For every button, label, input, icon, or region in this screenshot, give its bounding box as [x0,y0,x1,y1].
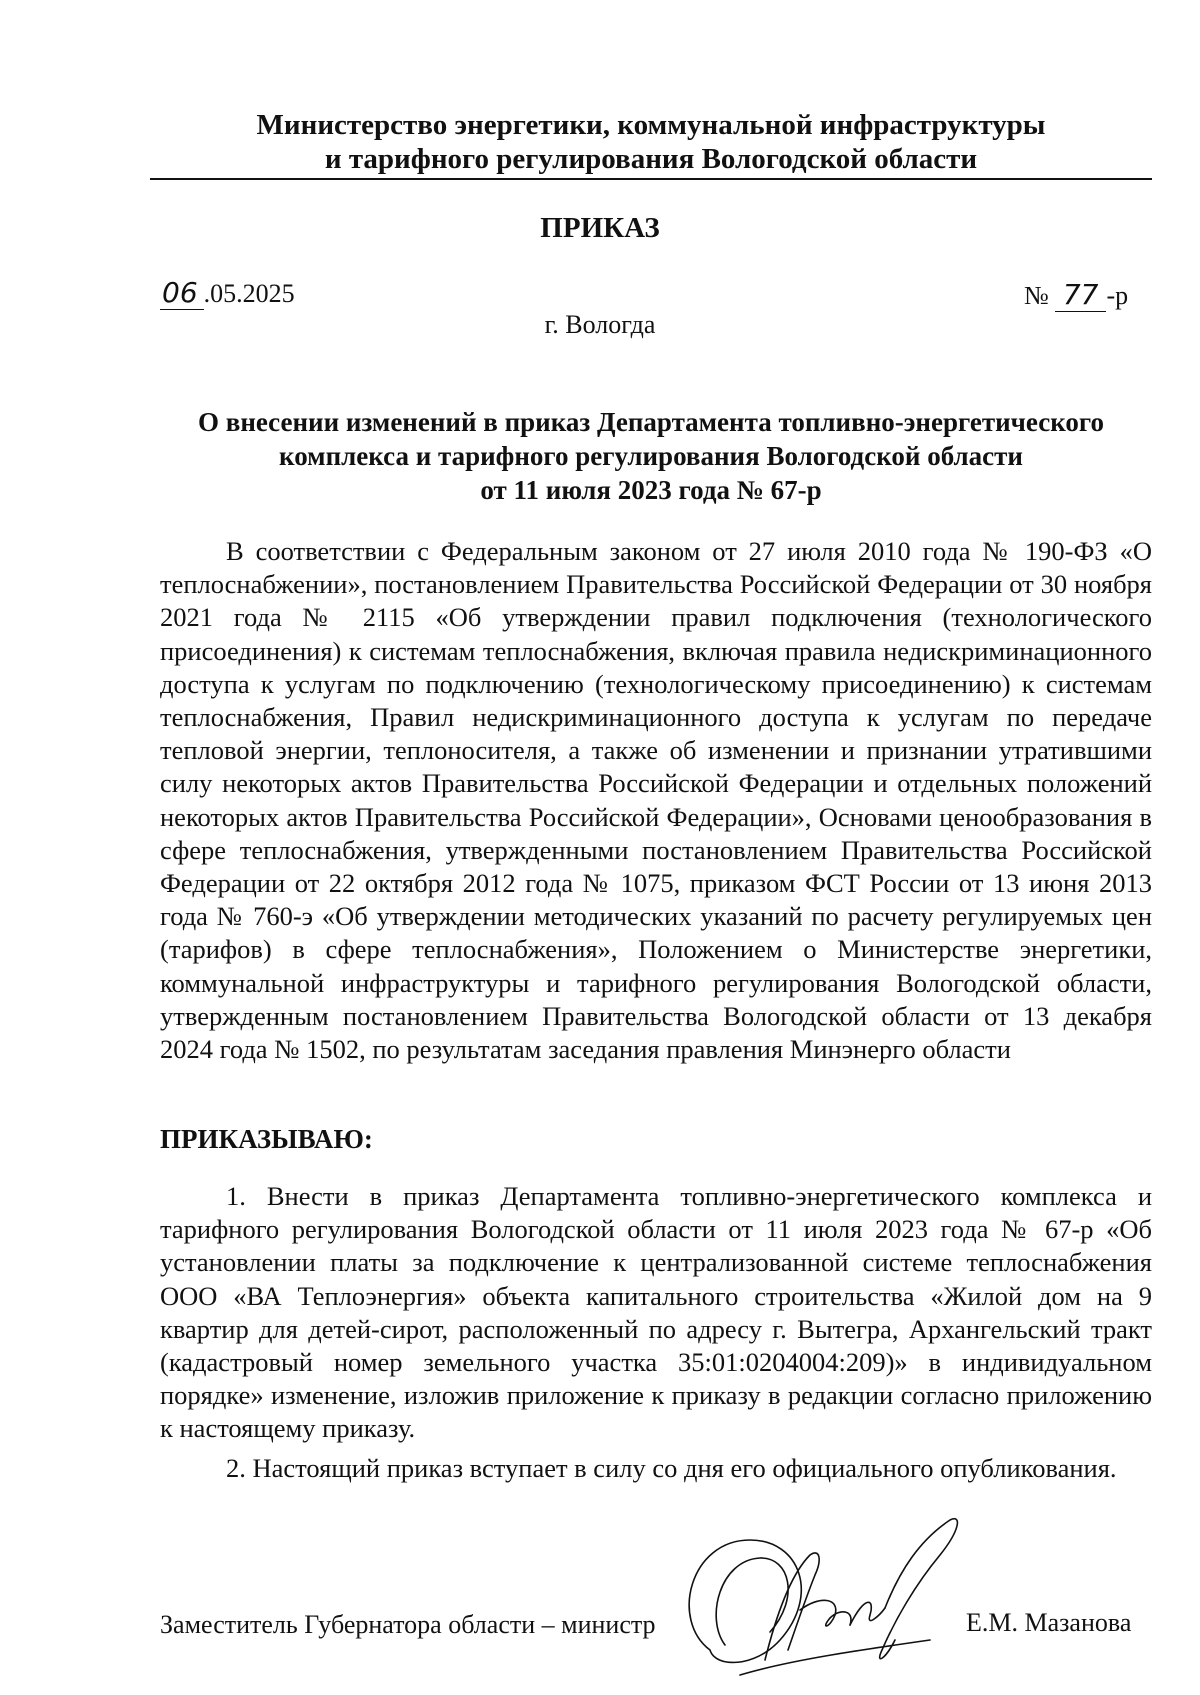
order-directive: ПРИКАЗЫВАЮ: [160,1124,373,1154]
order-subject [150,405,1152,507]
signature-loop-inner [716,1558,788,1645]
subject-line-3: от 11 июля 2023 года № 67-р [480,475,822,505]
subject-line-1: О внесении изменений в приказ Департамента топливно-энергетического [197,407,1104,437]
subject-line-2: комплекса и тарифного регулирования Вологодской области [279,441,1023,471]
signature-stroke-2 [800,1600,851,1626]
order-date [160,276,295,310]
number-prefix: № [1024,281,1049,310]
ministry-header-line-1: Министерство энергетики, коммунальной инфраструктуры [256,109,1046,141]
order-item-2: 2. Настоящий приказ вступает в силу со дня его официального опубликования. [226,1453,1117,1483]
signature-stroke-1 [765,1553,819,1660]
signature-stroke-3 [850,1602,885,1625]
signature-loop-outer [689,1540,801,1662]
order-item-1: 1. Внести в приказ Департамента топливно-энергетического комплекса и тарифного регулирования Вологодской области от 11 июля 2023 года № 67-р «Об установлении платы за подключение к централизованной системе теплоснабжения ООО «ВА Теплоэнергия» объекта капитального строительства «Жилой дом на 9 квартир для детей-сирот, расположенный по адресу г. Вытегра, Архангельский тракт (кадастровый номер земельного участка 35:01:0204004:209)» в индивидуальном порядке» изменение, изложив приложение к приказу в редакции согласно приложению к настоящему приказу. [160,1181,1152,1444]
ministry-header [150,108,1152,176]
date-rest: .05.2025 [203,279,295,308]
date-day-handwritten: 06 [160,276,204,310]
order-number [1024,278,1128,312]
header-divider [150,178,1152,180]
signature-stroke-4 [880,1519,958,1659]
ministry-header-line-2: и тарифного регулирования Вологодской области [324,143,978,175]
number-suffix: -р [1106,281,1129,310]
signer-name: Е.М. Мазанова [966,1608,1132,1637]
city: г. Вологда [544,310,656,339]
number-handwritten: 77 [1055,278,1107,312]
preamble-paragraph: В соответствии с Федеральным законом от 27 июля 2010 года № 190-ФЗ «О теплоснабжении», постановлением Правительства Российской Федерации от 30 ноября 2021 года № 2115 «Об утверждении правил подключения (технологического присоединения) к системам теплоснабжения, включая правила недискриминационного доступа к услугам по подключению (технологическому присоединению) к системам теплоснабжения, Правил недискриминационного доступа к услугам по передаче тепловой энергии, теплоносителя, а также об изменении и признании утратившими силу некоторых актов Правительства Российской Федерации и отдельных положений некоторых актов Правительства Российской Федерации», Основами ценообразования в сфере теплоснабжения, утвержденными постановлением Правительства Российской Федерации от 22 октября 2012 года № 1075, приказом ФСТ России от 13 июня 2013 года № 760-э «Об утверждении методических указаний по расчету регулируемых цен (тарифов) в сфере теплоснабжения», Положением о Министерстве энергетики, коммунальной инфраструктуры и тарифного регулирования Вологодской области, утвержденным постановлением Правительства Вологодской области от 13 декабря 2024 года № 1502, по результатам заседания правления Минэнерго области [160,536,1152,1065]
signer-position: Заместитель Губернатора области – министр [160,1610,656,1639]
order-title: ПРИКАЗ [540,212,660,244]
handwritten-signature [670,1500,980,1695]
